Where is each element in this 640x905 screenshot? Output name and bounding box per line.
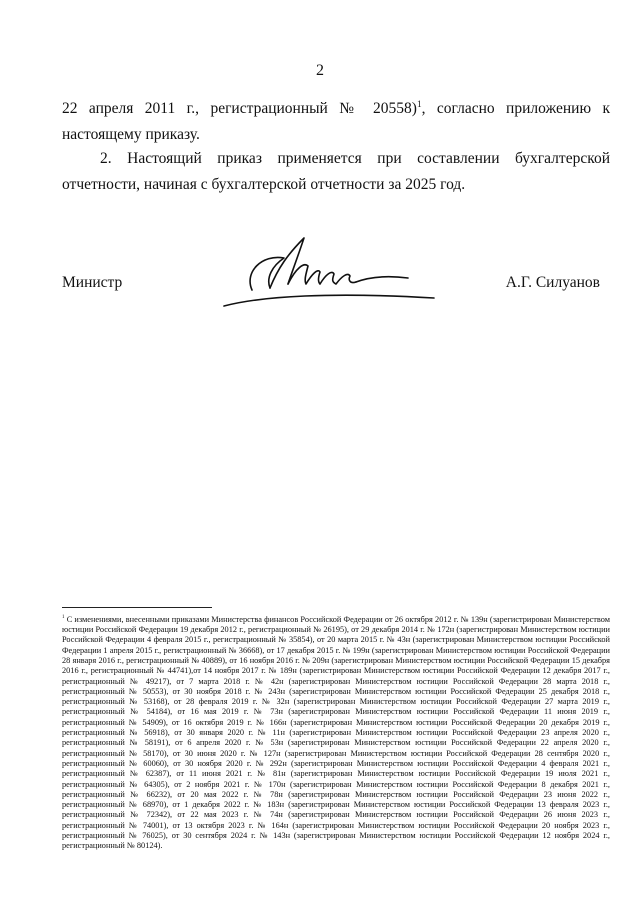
paragraph-continuation	[62, 92, 610, 148]
footnote-marker: 1	[62, 615, 65, 620]
paragraph-1-text-after: , согласно приложению к настоящему приказу.	[62, 100, 611, 144]
signer-name: А.Г. Силуанов	[505, 274, 600, 291]
handwritten-signature	[222, 232, 437, 312]
footnote	[62, 613, 610, 852]
footnote-separator	[62, 607, 212, 608]
footnote-reference[interactable]: 1	[416, 100, 422, 110]
paragraph-1-text: 22 апреля 2011 г., регистрационный № 20558)	[62, 100, 417, 118]
footnote-text: С изменениями, внесенными приказами Министерства финансов Российской Федерации от 26 октября 2012 г. № 139н (зарегистрирован Министерством юстиции Российской Федерации 19 декабря 2012 г., регистрационный № 26195), от 29 декабря 2014 г. № 172н (зарегистрирован Министерством юстиции Российской Федерации 4 февраля 2015 г., регистрационный № 35854), от 20 марта 2015 г. № 43н (зарегистрирован Министерством юстиции Российской Федерации 1 апреля 2015 г., регистрационный № 36668), от 17 декабря 2015 г. № 199н (зарегистрирован Министерством юстиции Российской Федерации 28 января 2016 г., регистрационный № 40889), от 16 ноября 2016 г. № 209н (зарегистрирован Министерством юстиции Российской Федерации 15 декабря 2016 г., регистрационный № 44741),от 14 ноября 2017 г. № 189н (зарегистрирован Министерством юстиции Российской Федерации 12 декабря 2017 г., регистрационный № 49217), от 7 марта 2018 г. № 42н (зарегистрирован Министерством юстиции Российской Федерации 28 марта 2018 г., регистрационный № 50553), от 30 ноября 2018 г. № 243н (зарегистрирован Министерством юстиции Российской Федерации 25 декабря 2018 г., регистрационный № 53168), от 28 февраля 2019 г. № 32н (зарегистрирован Министерством юстиции Российской Федерации 27 марта 2019 г., регистрационный № 54184), от 16 мая 2019 г. № 73н (зарегистрирован Министерством юстиции Российской Федерации 11 июня 2019 г., регистрационный № 54909), от 16 октября 2019 г. № 166н (зарегистрирован Министерством юстиции Российской Федерации 20 декабря 2019 г., регистрационный № 56918), от 30 января 2020 г. № 11н (зарегистрирован Министерством юстиции Российской Федерации 23 апреля 2020 г., регистрационный № 58191), от 6 апреля 2020 г. № 53н (зарегистрирован Министерством юстиции Российской Федерации 22 апреля 2020 г., регистрационный № 58170), от 30 июня 2020 г. № 127н (зарегистрирован Министерством юстиции Российской Федерации 28 сентября 2020 г., регистрационный № 60060), от 30 ноября 2020 г. № 292н (зарегистрирован Министерством юстиции Российской Федерации 4 февраля 2021 г., регистрационный № 62387), от 11 июня 2021 г. № 81н (зарегистрирован Министерством юстиции Российской Федерации 19 июля 2021 г., регистрационный № 64305), от 2 ноября 2021 г. № 170н (зарегистрирован Министерством юстиции Российской Федерации 8 декабря 2021 г., регистрационный № 66232), от 20 мая 2022 г. № 78н (зарегистрирован Министерством юстиции Российской Федерации 23 июня 2022 г., регистрационный № 68970), от 1 декабря 2022 г. № 183н (зарегистрирован Министерством юстиции Российской Федерации 13 февраля 2023 г., регистрационный № 72342), от 22 мая 2023 г. № 74н (зарегистрирован Министерством юстиции Российской Федерации 26 июня 2023 г., регистрационный № 74001), от 13 октября 2023 г. № 164н (зарегистрирован Министерством юстиции Российской Федерации 20 ноября 2023 г., регистрационный № 76025), от 30 сентября 2024 г. № 143н (зарегистрирован Министерством юстиции Российской Федерации 12 ноября 2024 г., регистрационный № 80124).	[62, 614, 610, 851]
page-number: 2	[316, 62, 324, 79]
signer-title: Министр	[62, 274, 123, 291]
paragraph-2: 2. Настоящий приказ применяется при составлении бухгалтерской отчетности, начиная с бухгалтерской отчетности за 2025 год.	[62, 150, 610, 193]
